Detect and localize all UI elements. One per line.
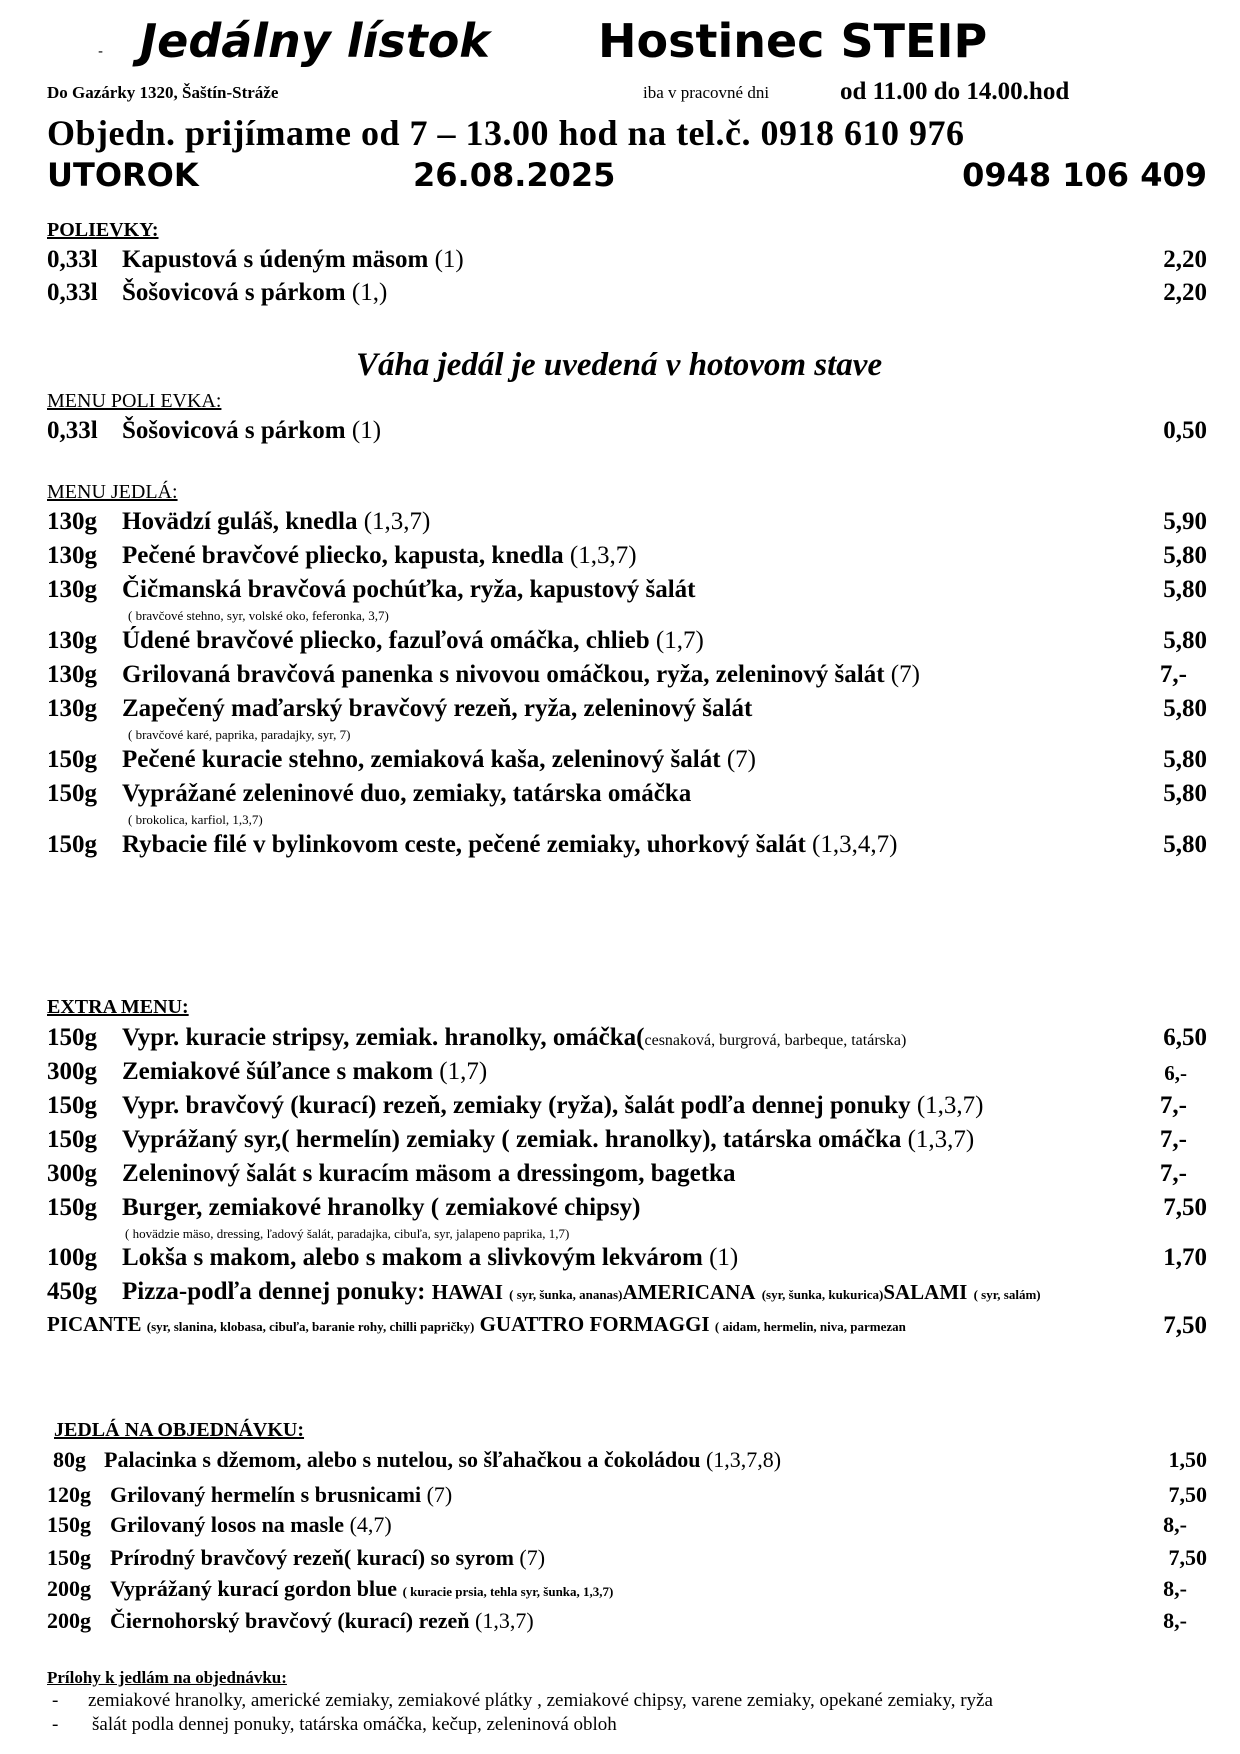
- item-price: 7,50: [1168, 1482, 1207, 1507]
- menu-soup-heading: MENU POLI EVKA:: [47, 390, 222, 412]
- item-ingredients-note: ( hovädzie mäso, dressing, ľadový šalát, paradajka, cibuľa, syr, jalapeno paprika, 1,7): [125, 1226, 570, 1241]
- list-item: [47, 1482, 1207, 1516]
- item-allergens: ( kuracie prsia, tehla syr, šunka, 1,3,7): [402, 1584, 614, 1599]
- pizza-salami: SALAMI: [883, 1280, 968, 1304]
- item-price: 8,-: [1163, 1576, 1187, 1601]
- item-weight: 150g: [47, 1545, 91, 1570]
- item-price: 5,80: [1163, 780, 1207, 807]
- item-price: 8,-: [1163, 1512, 1187, 1537]
- item-name: Kapustová s údeným mäsom: [122, 246, 429, 273]
- sides-bullet: -: [52, 1714, 59, 1735]
- item-price: 5,80: [1163, 695, 1207, 722]
- item-name: Pečené bravčové pliecko, kapusta, knedla: [122, 542, 564, 569]
- item-allergens: (1,3,7): [475, 1608, 534, 1633]
- item-price: 6,-: [1164, 1061, 1187, 1085]
- item-allergens: (1,3,7): [363, 508, 431, 535]
- list-item: [47, 542, 1207, 576]
- item-name: Čiernohorský bravčový (kurací) rezeň: [110, 1608, 470, 1633]
- item-name: Šošovicová s párkom: [122, 279, 346, 306]
- list-item: [47, 831, 1207, 865]
- item-name: Vyprážaný kurací gordon blue: [110, 1576, 398, 1601]
- item-allergens: (1): [709, 1244, 739, 1271]
- item-weight: 0,33l: [47, 417, 98, 444]
- pizza-hawai-note: ( syr, šunka, ananas): [509, 1287, 623, 1302]
- item-allergens: (1,): [351, 279, 388, 306]
- item-price: 5,90: [1163, 508, 1207, 535]
- soups-heading: POLIEVKY:: [47, 219, 159, 241]
- pizza-formaggi: GUATTRO FORMAGGI: [479, 1312, 710, 1336]
- item-allergens: (1,7): [655, 627, 704, 654]
- item-allergens: (1): [351, 417, 382, 444]
- item-weight: 130g: [47, 661, 97, 688]
- item-ingredients-note: ( bravčové stehno, syr, volské oko, feferonka, 3,7): [128, 608, 389, 623]
- list-item: [47, 1447, 1207, 1481]
- list-item: [47, 1608, 1207, 1642]
- item-name: Burger, zemiakové hranolky ( zemiakové chipsy): [122, 1194, 641, 1221]
- list-item: [47, 746, 1207, 780]
- list-item: [47, 279, 1207, 313]
- item-allergens: (1,3,7): [569, 542, 637, 569]
- item-price: 7,-: [1159, 1092, 1187, 1119]
- list-item: [47, 246, 1207, 280]
- list-item: [47, 780, 1207, 814]
- list-item: [47, 1024, 1207, 1058]
- list-item: [47, 1194, 1207, 1228]
- item-weight: 150g: [47, 1126, 97, 1153]
- pizza-hawai: HAWAI: [431, 1280, 503, 1304]
- item-price: 5,80: [1163, 746, 1207, 773]
- item-name: Údené bravčové pliecko, fazuľová omáčka, chlieb: [122, 627, 650, 654]
- item-price: 7,-: [1159, 1126, 1187, 1153]
- item-name: Grilovaný hermelín s brusnicami: [110, 1482, 422, 1507]
- item-price: 8,-: [1163, 1608, 1187, 1633]
- item-allergens: (1,3,7): [916, 1092, 984, 1119]
- item-name: Vyprážaný syr,( hermelín) zemiaky ( zemiak. hranolky), tatárska omáčka: [122, 1126, 902, 1153]
- item-sauce-options: cesnaková, burgrová, barbeque, tatárska): [644, 1032, 907, 1049]
- item-weight: 450g: [47, 1278, 97, 1305]
- item-name: Zapečený maďarský bravčový rezeň, ryža, zeleninový šalát: [122, 695, 753, 722]
- item-allergens: (4,7): [349, 1512, 392, 1537]
- item-weight: 130g: [47, 695, 97, 722]
- item-price: 7,-: [1159, 661, 1187, 688]
- item-name: Zeleninový šalát s kuracím mäsom a dressingom, bagetka: [122, 1160, 736, 1187]
- list-item: [47, 1160, 1207, 1194]
- item-name: Palacinka s džemom, alebo s nutelou, so šľahačkou a čokoládou: [104, 1447, 701, 1472]
- item-name: Grilovaná bravčová panenka s nivovou omáčkou, ryža, zeleninový šalát: [122, 661, 885, 688]
- item-weight: 200g: [47, 1576, 91, 1601]
- sides-heading: Prílohy k jedlám na objednávku:: [47, 1668, 287, 1687]
- item-name: Čičmanská bravčová pochúťka, ryža, kapustový šalát: [122, 576, 696, 603]
- item-name: Vypr. bravčový (kurací) rezeň, zemiaky (ryža), šalát podľa dennej ponuky: [122, 1092, 911, 1119]
- item-name: Vypr. kuracie stripsy, zemiak. hranolky, omáčka(: [122, 1024, 645, 1051]
- item-weight: 150g: [47, 831, 97, 858]
- item-weight: 130g: [47, 508, 97, 535]
- item-price: 1,70: [1163, 1244, 1207, 1271]
- item-name: Zemiakové šúľance s makom: [122, 1058, 434, 1085]
- pizza-americana-note: (syr, šunka, kukurica): [761, 1287, 884, 1302]
- item-weight: 150g: [47, 1512, 91, 1537]
- item-weight: 150g: [47, 746, 97, 773]
- item-name: Lokša s makom, alebo s makom a slivkovým lekvárom: [122, 1244, 703, 1271]
- pizza-row: [47, 1278, 1207, 1312]
- item-allergens: (7): [519, 1545, 546, 1570]
- item-weight: 130g: [47, 576, 97, 603]
- list-item: [47, 1126, 1207, 1160]
- item-price: 5,80: [1163, 576, 1207, 603]
- menu-date: 26.08.2025: [413, 156, 616, 194]
- item-name: Prírodný bravčový rezeň( kurací) so syrom: [110, 1545, 514, 1570]
- item-weight: 100g: [47, 1244, 97, 1271]
- restaurant-name: Hostinec STEIP: [598, 14, 988, 68]
- item-price: 5,80: [1163, 542, 1207, 569]
- item-price: 7,50: [1168, 1545, 1207, 1570]
- header-dash: -: [98, 44, 104, 60]
- item-price: 6,50: [1163, 1024, 1207, 1051]
- item-weight: 150g: [47, 1194, 97, 1221]
- item-name: Šošovicová s párkom: [122, 417, 346, 444]
- list-item: [47, 627, 1207, 661]
- item-weight: 300g: [47, 1160, 97, 1187]
- list-item: [47, 1576, 1207, 1610]
- list-item: [47, 661, 1207, 695]
- item-allergens: (1,3,4,7): [812, 831, 898, 858]
- extra-menu-heading: EXTRA MENU:: [47, 996, 189, 1018]
- item-weight: 300g: [47, 1058, 97, 1085]
- item-price: 5,80: [1163, 627, 1207, 654]
- pizza-row: [47, 1312, 1207, 1346]
- item-weight: 130g: [47, 627, 97, 654]
- pizza-label: Pizza-podľa dennej ponuky:: [122, 1278, 426, 1305]
- item-name: Vyprážané zeleninové duo, zemiaky, tatárska omáčka: [122, 780, 692, 807]
- weekdays-note: iba v pracovné dni: [643, 83, 770, 102]
- menu-title: Jedálny lístok: [140, 14, 490, 68]
- item-weight: 120g: [47, 1482, 91, 1507]
- item-weight: 0,33l: [47, 279, 98, 306]
- pizza-picante-note: (syr, slanina, klobasa, cibuľa, baranie rohy, chilli papričky): [146, 1319, 475, 1334]
- item-name: Grilovaný losos na masle: [110, 1512, 345, 1537]
- opening-hours: od 11.00 do 14.00.hod: [840, 78, 1070, 105]
- item-allergens: (1,3,7): [907, 1126, 975, 1153]
- item-weight: 150g: [47, 1024, 97, 1051]
- item-allergens: (1,7): [439, 1058, 488, 1085]
- item-allergens: (1): [434, 246, 464, 273]
- item-ingredients-note: ( bravčové karé, paprika, paradajky, syr, 7): [128, 727, 351, 742]
- list-item: [47, 417, 1207, 451]
- item-price: 5,80: [1163, 831, 1207, 858]
- day-of-week: UTOROK: [47, 156, 199, 194]
- item-weight: 0,33l: [47, 246, 98, 273]
- item-price: 1,50: [1168, 1447, 1207, 1472]
- item-ingredients-note: ( brokolica, karfiol, 1,3,7): [128, 812, 263, 827]
- item-weight: 150g: [47, 1092, 97, 1119]
- weight-note: Váha jedál je uvedená v hotovom stave: [356, 347, 883, 383]
- item-price: 7,50: [1163, 1194, 1207, 1221]
- item-allergens: (7): [890, 661, 920, 688]
- item-name: Pečené kuracie stehno, zemiaková kaša, zeleninový šalát: [122, 746, 721, 773]
- item-allergens: (1,3,7,8): [705, 1447, 782, 1472]
- menu-meals-heading: MENU JEDLÁ:: [47, 481, 178, 503]
- list-item: [47, 1512, 1207, 1546]
- phone-second: 0948 106 409: [962, 156, 1207, 194]
- sides-line: šalát podla dennej ponuky, tatárska omáčka, kečup, zeleninová obloh: [92, 1714, 617, 1735]
- list-item: [47, 1244, 1207, 1278]
- list-item: [47, 1545, 1207, 1579]
- item-price: 7,50: [1163, 1312, 1207, 1339]
- sides-bullet: -: [52, 1690, 59, 1711]
- list-item: [47, 1092, 1207, 1126]
- pizza-formaggi-note: ( aidam, hermelin, niva, parmezan: [714, 1319, 906, 1334]
- list-item: [47, 508, 1207, 542]
- restaurant-address: Do Gazárky 1320, Šaštín-Stráže: [47, 83, 279, 102]
- pizza-picante: PICANTE: [47, 1312, 142, 1336]
- item-price: 0,50: [1163, 417, 1207, 444]
- item-allergens: (7): [726, 746, 756, 773]
- item-price: 7,-: [1159, 1160, 1187, 1187]
- item-price: 2,20: [1163, 279, 1207, 306]
- list-item: [47, 576, 1207, 610]
- list-item: [47, 1058, 1207, 1092]
- item-weight: 200g: [47, 1608, 91, 1633]
- item-price: 2,20: [1163, 246, 1207, 273]
- sides-line: zemiakové hranolky, americké zemiaky, zemiakové plátky , zemiakové chipsy, varene zemiaky, opekané zemiaky, ryža: [88, 1690, 993, 1711]
- item-weight: 150g: [47, 780, 97, 807]
- item-weight: 80g: [53, 1447, 86, 1472]
- item-allergens: (7): [426, 1482, 453, 1507]
- list-item: [47, 695, 1207, 729]
- pizza-americana: AMERICANA: [622, 1280, 756, 1304]
- orders-line: Objedn. prijímame od 7 – 13.00 hod na tel.č. 0918 610 976: [47, 113, 965, 153]
- item-weight: 130g: [47, 542, 97, 569]
- item-name: Rybacie filé v bylinkovom ceste, pečené zemiaky, uhorkový šalát: [122, 831, 806, 858]
- order-meals-heading: JEDLÁ NA OBJEDNÁVKU:: [54, 1419, 305, 1441]
- pizza-salami-note: ( syr, salám): [973, 1287, 1041, 1302]
- item-name: Hovädzí guláš, knedla: [122, 508, 358, 535]
